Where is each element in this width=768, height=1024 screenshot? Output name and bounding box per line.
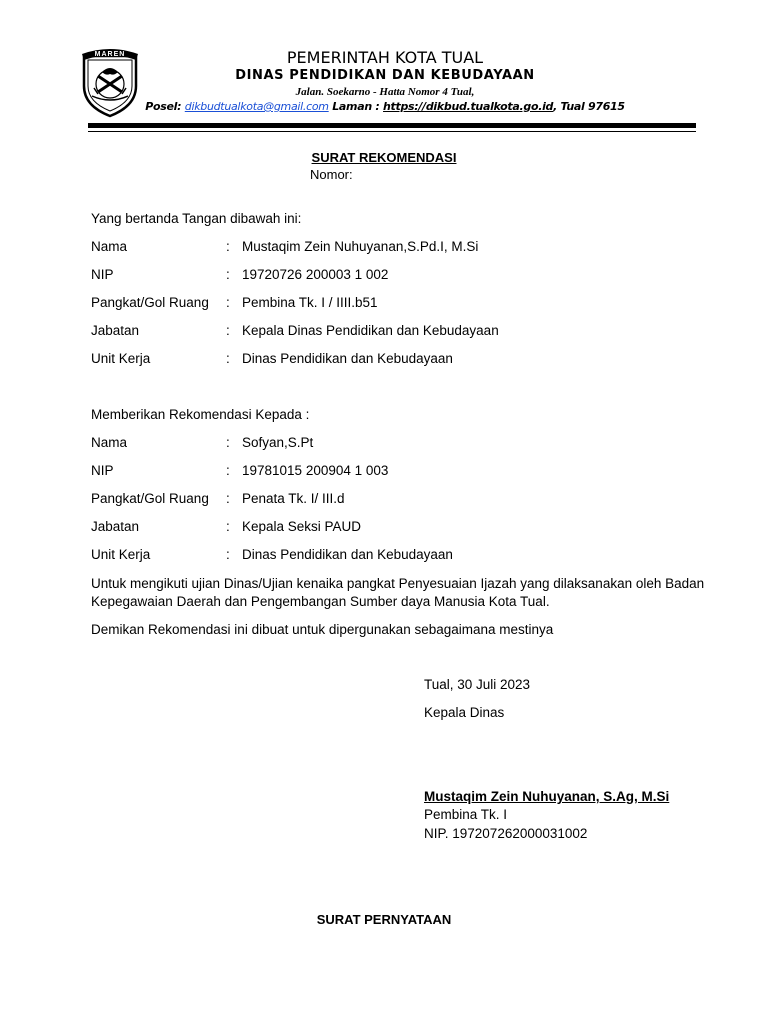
recipient-position-label: Jabatan — [91, 519, 140, 534]
next-document-title: SURAT PERNYATAAN — [316, 912, 452, 927]
signer-unit-value: Dinas Pendidikan dan Kebudayaan — [242, 351, 453, 366]
signature-nip: NIP. 197207262000031002 — [424, 826, 588, 841]
recipient-rank-value: Penata Tk. I/ III.d — [242, 491, 345, 506]
recipient-nip-value: 19781015 200904 1 003 — [242, 463, 389, 478]
intro-text: Yang bertanda Tangan dibawah ini: — [91, 211, 302, 226]
signature-rank: Pembina Tk. I — [424, 807, 508, 822]
colon: : — [226, 239, 230, 254]
signer-nip-label: NIP — [91, 267, 114, 282]
city-postal: , Tual 97615 — [553, 100, 625, 113]
recipient-name-value: Sofyan,S.Pt — [242, 435, 314, 450]
colon: : — [226, 435, 230, 450]
colon: : — [226, 351, 230, 366]
signature-position: Kepala Dinas — [424, 705, 505, 720]
recipient-nip-label: NIP — [91, 463, 114, 478]
laman-label: Laman : — [328, 100, 384, 113]
recipient-name-label: Nama — [91, 435, 128, 450]
document-title-text: SURAT REKOMENDASI — [311, 150, 457, 165]
signer-nip-value: 19720726 200003 1 002 — [242, 267, 389, 282]
signer-position-value: Kepala Dinas Pendidikan dan Kebudayaan — [242, 323, 499, 338]
signer-position-label: Jabatan — [91, 323, 140, 338]
government-name: PEMERINTAH KOTA TUAL — [286, 48, 484, 67]
signer-rank-value: Pembina Tk. I / IIII.b51 — [242, 295, 378, 310]
recipient-rank-label: Pangkat/Gol Ruang — [91, 491, 209, 506]
email-link[interactable]: dikbudtualkota@gmail.com — [184, 100, 329, 113]
website-link[interactable]: https://dikbud.tualkota.go.id — [383, 100, 554, 113]
colon: : — [226, 267, 230, 282]
agency-address: Jalan. Soekarno - Hatta Nomor 4 Tual, — [295, 86, 475, 98]
recipient-intro-text: Memberikan Rekomendasi Kepada : — [91, 407, 310, 422]
recipient-unit-value: Dinas Pendidikan dan Kebudayaan — [242, 547, 453, 562]
letterhead-divider-thin — [88, 131, 696, 132]
agency-name: DINAS PENDIDIKAN DAN KEBUDAYAAN — [235, 68, 535, 83]
document-number-label: Nomor: — [310, 167, 353, 182]
signature-place-date: Tual, 30 Juli 2023 — [424, 677, 531, 692]
emblem-text: MAREN — [94, 51, 126, 58]
signature-name: Mustaqim Zein Nuhuyanan, S.Ag, M.Si — [424, 789, 670, 804]
colon: : — [226, 491, 230, 506]
colon: : — [226, 295, 230, 310]
recipient-unit-label: Unit Kerja — [91, 547, 151, 562]
document-title — [0, 150, 768, 165]
recipient-position-value: Kepala Seksi PAUD — [242, 519, 362, 534]
signer-rank-label: Pangkat/Gol Ruang — [91, 295, 209, 310]
signer-unit-label: Unit Kerja — [91, 351, 151, 366]
colon: : — [226, 547, 230, 562]
colon: : — [226, 463, 230, 478]
colon: : — [226, 323, 230, 338]
letterhead-divider-thick — [88, 123, 696, 128]
signer-name-label: Nama — [91, 239, 128, 254]
contact-line — [140, 100, 630, 113]
signer-name-value: Mustaqim Zein Nuhuyanan,S.Pd.I, M.Si — [242, 239, 479, 254]
city-emblem-logo — [78, 46, 142, 118]
colon: : — [226, 519, 230, 534]
posel-label: Posel: — [145, 100, 185, 113]
purpose-paragraph: Untuk mengikuti ujian Dinas/Ujian kenaika pangkat Penyesuaian Ijazah yang dilaksanakan oleh Badan Kepegawaian Daerah dan Pengembangan Sumber daya Manusia Kota Tual. — [91, 576, 705, 609]
closing-paragraph: Demikan Rekomendasi ini dibuat untuk dipergunakan sebagaimana mestinya — [91, 622, 554, 637]
